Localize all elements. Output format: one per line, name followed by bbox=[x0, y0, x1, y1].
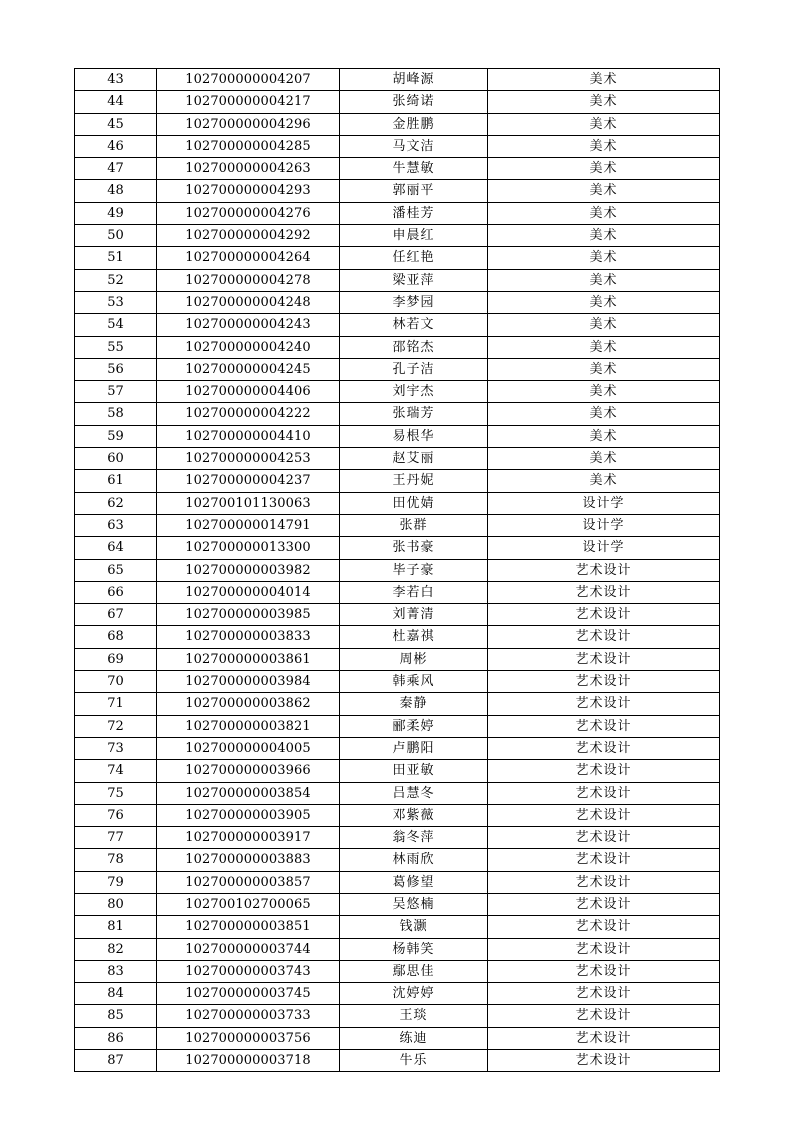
row-index: 48 bbox=[75, 180, 157, 202]
candidate-id: 102700000003857 bbox=[157, 871, 340, 893]
table-row bbox=[75, 804, 720, 826]
row-index: 47 bbox=[75, 158, 157, 180]
table-row bbox=[75, 1050, 720, 1072]
candidate-id: 102700000003966 bbox=[157, 760, 340, 782]
table-row bbox=[75, 381, 720, 403]
row-index: 59 bbox=[75, 425, 157, 447]
row-index: 67 bbox=[75, 604, 157, 626]
candidate-major: 艺术设计 bbox=[488, 693, 720, 715]
candidate-major: 艺术设计 bbox=[488, 871, 720, 893]
candidate-id: 102700000004292 bbox=[157, 225, 340, 247]
candidate-id: 102700102700065 bbox=[157, 893, 340, 915]
table-row bbox=[75, 537, 720, 559]
row-index: 63 bbox=[75, 514, 157, 536]
candidate-major: 艺术设计 bbox=[488, 1027, 720, 1049]
candidate-major: 美术 bbox=[488, 336, 720, 358]
candidate-name: 林若文 bbox=[340, 314, 488, 336]
row-index: 58 bbox=[75, 403, 157, 425]
candidate-id: 102700000003756 bbox=[157, 1027, 340, 1049]
row-index: 60 bbox=[75, 448, 157, 470]
table-row bbox=[75, 403, 720, 425]
row-index: 80 bbox=[75, 893, 157, 915]
table-row bbox=[75, 314, 720, 336]
candidate-name: 赵艾丽 bbox=[340, 448, 488, 470]
candidate-id: 102700000003745 bbox=[157, 983, 340, 1005]
candidate-id: 102700000003985 bbox=[157, 604, 340, 626]
table-row bbox=[75, 113, 720, 135]
row-index: 85 bbox=[75, 1005, 157, 1027]
row-index: 72 bbox=[75, 715, 157, 737]
candidate-major: 美术 bbox=[488, 202, 720, 224]
table-row bbox=[75, 827, 720, 849]
candidate-id: 102700000004014 bbox=[157, 581, 340, 603]
candidate-major: 艺术设计 bbox=[488, 827, 720, 849]
candidate-major: 美术 bbox=[488, 470, 720, 492]
row-index: 82 bbox=[75, 938, 157, 960]
candidate-major: 艺术设计 bbox=[488, 782, 720, 804]
candidate-major: 艺术设计 bbox=[488, 849, 720, 871]
candidate-name: 毕子豪 bbox=[340, 559, 488, 581]
candidate-id: 102700000004207 bbox=[157, 69, 340, 91]
candidate-name: 鄢思佳 bbox=[340, 960, 488, 982]
table-row bbox=[75, 1005, 720, 1027]
table-row bbox=[75, 983, 720, 1005]
candidate-major: 美术 bbox=[488, 225, 720, 247]
row-index: 76 bbox=[75, 804, 157, 826]
candidate-name: 邵铭杰 bbox=[340, 336, 488, 358]
row-index: 78 bbox=[75, 849, 157, 871]
row-index: 54 bbox=[75, 314, 157, 336]
candidate-major: 艺术设计 bbox=[488, 1050, 720, 1072]
candidate-id: 102700101130063 bbox=[157, 492, 340, 514]
row-index: 69 bbox=[75, 648, 157, 670]
candidate-id: 102700000013300 bbox=[157, 537, 340, 559]
table-row bbox=[75, 291, 720, 313]
candidate-major: 美术 bbox=[488, 291, 720, 313]
row-index: 68 bbox=[75, 626, 157, 648]
candidate-major: 艺术设计 bbox=[488, 983, 720, 1005]
candidate-name: 潘桂芳 bbox=[340, 202, 488, 224]
table-row bbox=[75, 604, 720, 626]
row-index: 61 bbox=[75, 470, 157, 492]
row-index: 65 bbox=[75, 559, 157, 581]
row-index: 75 bbox=[75, 782, 157, 804]
row-index: 84 bbox=[75, 983, 157, 1005]
candidate-name: 秦静 bbox=[340, 693, 488, 715]
candidate-id: 102700000003984 bbox=[157, 671, 340, 693]
candidate-id: 102700000004293 bbox=[157, 180, 340, 202]
candidate-name: 张群 bbox=[340, 514, 488, 536]
candidate-name: 张瑞芳 bbox=[340, 403, 488, 425]
row-index: 81 bbox=[75, 916, 157, 938]
candidate-id: 102700000004245 bbox=[157, 358, 340, 380]
candidate-major: 艺术设计 bbox=[488, 671, 720, 693]
row-index: 56 bbox=[75, 358, 157, 380]
row-index: 53 bbox=[75, 291, 157, 313]
candidate-name: 牛慧敏 bbox=[340, 158, 488, 180]
table-body bbox=[75, 69, 720, 1072]
table-row bbox=[75, 581, 720, 603]
row-index: 49 bbox=[75, 202, 157, 224]
table-row bbox=[75, 247, 720, 269]
candidate-id: 102700000004217 bbox=[157, 91, 340, 113]
candidate-name: 李梦园 bbox=[340, 291, 488, 313]
candidate-id: 102700000004406 bbox=[157, 381, 340, 403]
candidate-major: 美术 bbox=[488, 135, 720, 157]
candidate-major: 美术 bbox=[488, 247, 720, 269]
table-row bbox=[75, 514, 720, 536]
candidate-major: 美术 bbox=[488, 158, 720, 180]
row-index: 73 bbox=[75, 737, 157, 759]
candidate-major: 艺术设计 bbox=[488, 737, 720, 759]
candidate-name: 郭丽平 bbox=[340, 180, 488, 202]
candidate-major: 美术 bbox=[488, 113, 720, 135]
candidate-name: 马文洁 bbox=[340, 135, 488, 157]
candidate-major: 艺术设计 bbox=[488, 626, 720, 648]
candidate-major: 设计学 bbox=[488, 537, 720, 559]
candidate-id: 102700000003861 bbox=[157, 648, 340, 670]
row-index: 44 bbox=[75, 91, 157, 113]
candidate-name: 刘宇杰 bbox=[340, 381, 488, 403]
candidate-id: 102700000004276 bbox=[157, 202, 340, 224]
candidate-major: 美术 bbox=[488, 403, 720, 425]
candidate-id: 102700000004278 bbox=[157, 269, 340, 291]
row-index: 83 bbox=[75, 960, 157, 982]
candidate-name: 梁亚萍 bbox=[340, 269, 488, 291]
table-row bbox=[75, 425, 720, 447]
row-index: 55 bbox=[75, 336, 157, 358]
candidate-major: 美术 bbox=[488, 180, 720, 202]
candidate-id: 102700000003854 bbox=[157, 782, 340, 804]
candidate-id: 102700000003744 bbox=[157, 938, 340, 960]
candidate-id: 102700000004410 bbox=[157, 425, 340, 447]
candidate-name: 王丹妮 bbox=[340, 470, 488, 492]
candidate-major: 美术 bbox=[488, 314, 720, 336]
candidate-id: 102700000003982 bbox=[157, 559, 340, 581]
candidate-name: 易根华 bbox=[340, 425, 488, 447]
table-row bbox=[75, 470, 720, 492]
candidate-id: 102700000003862 bbox=[157, 693, 340, 715]
candidate-id: 102700000004263 bbox=[157, 158, 340, 180]
candidate-name: 孔子洁 bbox=[340, 358, 488, 380]
table-row bbox=[75, 135, 720, 157]
row-index: 79 bbox=[75, 871, 157, 893]
row-index: 57 bbox=[75, 381, 157, 403]
candidate-name: 申晨红 bbox=[340, 225, 488, 247]
candidate-name: 牛乐 bbox=[340, 1050, 488, 1072]
table-row bbox=[75, 559, 720, 581]
row-index: 50 bbox=[75, 225, 157, 247]
candidate-major: 美术 bbox=[488, 91, 720, 113]
candidate-id: 102700000003833 bbox=[157, 626, 340, 648]
candidate-name: 沈婷婷 bbox=[340, 983, 488, 1005]
table-row bbox=[75, 849, 720, 871]
candidate-name: 杨韩笑 bbox=[340, 938, 488, 960]
table-row bbox=[75, 760, 720, 782]
candidate-roster-table bbox=[74, 68, 720, 1072]
candidate-major: 艺术设计 bbox=[488, 604, 720, 626]
row-index: 64 bbox=[75, 537, 157, 559]
row-index: 70 bbox=[75, 671, 157, 693]
row-index: 71 bbox=[75, 693, 157, 715]
candidate-id: 102700000003917 bbox=[157, 827, 340, 849]
candidate-id: 102700000004222 bbox=[157, 403, 340, 425]
candidate-major: 艺术设计 bbox=[488, 960, 720, 982]
table-row bbox=[75, 648, 720, 670]
candidate-id: 102700000003905 bbox=[157, 804, 340, 826]
table-row bbox=[75, 180, 720, 202]
candidate-major: 艺术设计 bbox=[488, 938, 720, 960]
row-index: 43 bbox=[75, 69, 157, 91]
candidate-id: 102700000014791 bbox=[157, 514, 340, 536]
candidate-major: 艺术设计 bbox=[488, 760, 720, 782]
candidate-major: 美术 bbox=[488, 69, 720, 91]
candidate-name: 李若白 bbox=[340, 581, 488, 603]
candidate-name: 胡峰源 bbox=[340, 69, 488, 91]
candidate-name: 钱灏 bbox=[340, 916, 488, 938]
candidate-name: 郦柔婷 bbox=[340, 715, 488, 737]
candidate-name: 杜嘉祺 bbox=[340, 626, 488, 648]
candidate-name: 翁冬萍 bbox=[340, 827, 488, 849]
table-row bbox=[75, 69, 720, 91]
candidate-major: 设计学 bbox=[488, 514, 720, 536]
candidate-id: 102700000004237 bbox=[157, 470, 340, 492]
row-index: 74 bbox=[75, 760, 157, 782]
candidate-major: 艺术设计 bbox=[488, 893, 720, 915]
table-row bbox=[75, 916, 720, 938]
candidate-name: 张书豪 bbox=[340, 537, 488, 559]
table-row bbox=[75, 871, 720, 893]
table-row bbox=[75, 269, 720, 291]
candidate-major: 艺术设计 bbox=[488, 559, 720, 581]
candidate-major: 美术 bbox=[488, 381, 720, 403]
candidate-id: 102700000003883 bbox=[157, 849, 340, 871]
candidate-id: 102700000004264 bbox=[157, 247, 340, 269]
candidate-major: 美术 bbox=[488, 425, 720, 447]
table-row bbox=[75, 448, 720, 470]
table-row bbox=[75, 358, 720, 380]
table-row bbox=[75, 202, 720, 224]
table-row bbox=[75, 715, 720, 737]
candidate-id: 102700000003851 bbox=[157, 916, 340, 938]
table-row bbox=[75, 960, 720, 982]
row-index: 62 bbox=[75, 492, 157, 514]
candidate-name: 张绮诺 bbox=[340, 91, 488, 113]
candidate-name: 周彬 bbox=[340, 648, 488, 670]
candidate-id: 102700000004240 bbox=[157, 336, 340, 358]
table-row bbox=[75, 336, 720, 358]
row-index: 77 bbox=[75, 827, 157, 849]
candidate-name: 金胜鹏 bbox=[340, 113, 488, 135]
candidate-name: 王琰 bbox=[340, 1005, 488, 1027]
candidate-major: 美术 bbox=[488, 358, 720, 380]
candidate-major: 艺术设计 bbox=[488, 1005, 720, 1027]
candidate-name: 刘菁清 bbox=[340, 604, 488, 626]
candidate-id: 102700000003821 bbox=[157, 715, 340, 737]
table-row bbox=[75, 91, 720, 113]
row-index: 46 bbox=[75, 135, 157, 157]
table-row bbox=[75, 693, 720, 715]
candidate-name: 韩乘风 bbox=[340, 671, 488, 693]
row-index: 86 bbox=[75, 1027, 157, 1049]
candidate-name: 吕慧冬 bbox=[340, 782, 488, 804]
candidate-major: 艺术设计 bbox=[488, 715, 720, 737]
row-index: 87 bbox=[75, 1050, 157, 1072]
candidate-id: 102700000004285 bbox=[157, 135, 340, 157]
candidate-id: 102700000003733 bbox=[157, 1005, 340, 1027]
table-row bbox=[75, 938, 720, 960]
table-row bbox=[75, 1027, 720, 1049]
table-row bbox=[75, 671, 720, 693]
candidate-name: 任红艳 bbox=[340, 247, 488, 269]
row-index: 52 bbox=[75, 269, 157, 291]
table-row bbox=[75, 893, 720, 915]
row-index: 66 bbox=[75, 581, 157, 603]
row-index: 51 bbox=[75, 247, 157, 269]
candidate-major: 艺术设计 bbox=[488, 648, 720, 670]
candidate-id: 102700000004296 bbox=[157, 113, 340, 135]
candidate-id: 102700000003718 bbox=[157, 1050, 340, 1072]
candidate-name: 田优婧 bbox=[340, 492, 488, 514]
candidate-id: 102700000004253 bbox=[157, 448, 340, 470]
candidate-major: 美术 bbox=[488, 269, 720, 291]
table-row bbox=[75, 782, 720, 804]
candidate-name: 田亚敏 bbox=[340, 760, 488, 782]
table-row bbox=[75, 158, 720, 180]
candidate-name: 卢鹏阳 bbox=[340, 737, 488, 759]
candidate-id: 102700000004243 bbox=[157, 314, 340, 336]
candidate-name: 林雨欣 bbox=[340, 849, 488, 871]
candidate-major: 艺术设计 bbox=[488, 916, 720, 938]
candidate-name: 练迪 bbox=[340, 1027, 488, 1049]
candidate-name: 吴悠楠 bbox=[340, 893, 488, 915]
table-row bbox=[75, 626, 720, 648]
candidate-major: 设计学 bbox=[488, 492, 720, 514]
candidate-id: 102700000003743 bbox=[157, 960, 340, 982]
candidate-major: 美术 bbox=[488, 448, 720, 470]
candidate-major: 艺术设计 bbox=[488, 581, 720, 603]
candidate-name: 葛修望 bbox=[340, 871, 488, 893]
candidate-major: 艺术设计 bbox=[488, 804, 720, 826]
table-row bbox=[75, 737, 720, 759]
table-row bbox=[75, 492, 720, 514]
candidate-id: 102700000004248 bbox=[157, 291, 340, 313]
candidate-name: 邓紫薇 bbox=[340, 804, 488, 826]
row-index: 45 bbox=[75, 113, 157, 135]
candidate-id: 102700000004005 bbox=[157, 737, 340, 759]
table-row bbox=[75, 225, 720, 247]
